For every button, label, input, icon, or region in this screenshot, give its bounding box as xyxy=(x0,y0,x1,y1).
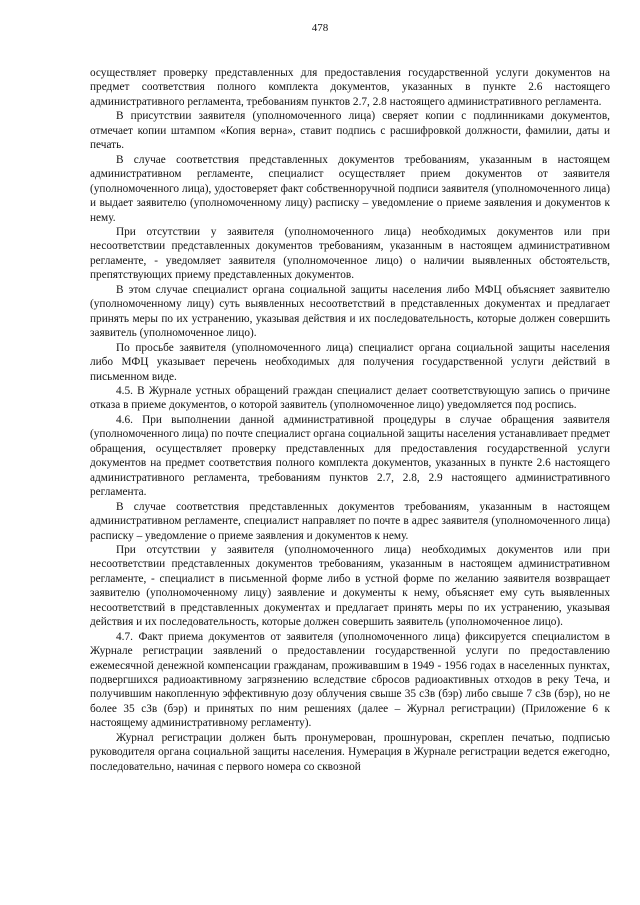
paragraph-12: Журнал регистрации должен быть пронумерован, прошнурован, скреплен печатью, подписью руководителя органа социальной защиты населения. Нумерация в Журнале регистрации ведется ежегодно, последовательно, начиная с первого номера со сквозной xyxy=(90,731,610,773)
paragraph-10: При отсутствии у заявителя (уполномоченного лица) необходимых документов или при несоответствии представленных документов требованиям, указанным в настоящем административном регламенте, - специалист в письменной форме либо в устной форме по желанию заявителя возвращает заявителю (уполномоченному лицу) заявление и документы к нему, объясняет ему суть выявленных несоответствий в представленных документах и предлагает принять меры по их устранению, указывая действия и их последовательность, которые должен совершить заявитель (уполномоченное лицо). xyxy=(90,543,610,629)
document-body xyxy=(90,66,610,774)
paragraph-2: В присутствии заявителя (уполномоченного лица) сверяет копии с подлинниками документов, отмечает копии штампом «Копия верна», ставит подпись с расшифровкой должности, фамилии, даты и печать. xyxy=(90,110,610,152)
paragraph-7: 4.5. В Журнале устных обращений граждан специалист делает соответствующую запись о причине отказа в приеме документов, о которой заявитель (уполномоченное лицо) уведомляется под роспись. xyxy=(90,384,610,412)
page-number: 478 xyxy=(311,22,329,34)
paragraph-3: В случае соответствия представленных документов требованиям, указанным в настоящем административном регламенте, специалист осуществляет прием документов от заявителя (уполномоченного лица), удостоверяет факт собственноручной подписи заявителя (уполномоченного лица) и выдает заявителю (уполномоченному лицу) расписку – уведомление о приеме заявления и документов к нему. xyxy=(90,153,610,224)
paragraph-5: В этом случае специалист органа социальной защиты населения либо МФЦ объясняет заявителю (уполномоченному лицу) суть выявленных несоответствий в представленных документах и предлагает принять меры по их устранению, указывая действия и их последовательность, которые должен совершить заявитель (уполномоченное лицо). xyxy=(90,283,610,340)
paragraph-6: По просьбе заявителя (уполномоченного лица) специалист органа социальной защиты населения либо МФЦ указывает перечень необходимых для получения государственной услуги действий в письменном виде. xyxy=(90,341,610,383)
paragraph-9: В случае соответствия представленных документов требованиям, указанным в настоящем административном регламенте, специалист направляет по почте в адрес заявителя (уполномоченного лица) расписку – уведомление о приеме заявления и документов к нему. xyxy=(90,500,610,542)
paragraph-4: При отсутствии у заявителя (уполномоченного лица) необходимых документов или при несоответствии представленных документов требованиям, указанным в настоящем административном регламенте, - уведомляет заявителя (уполномоченное лицо) о наличии выявленных обстоятельств, препятствующих приему представленных документов. xyxy=(90,225,610,282)
paragraph-8: 4.6. При выполнении данной административной процедуры в случае обращения заявителя (уполномоченного лица) по почте специалист органа социальной защиты населения устанавливает предмет обращения, осуществляет проверку представленных для предоставления государственной услуги документов на предмет соответствия полного комплекта документов, указанных в пункте 2.6 настоящего административного регламента, требованиям пунктов 2.7, 2.8, 2.9 настоящего административного регламента. xyxy=(90,413,610,499)
paragraph-11: 4.7. Факт приема документов от заявителя (уполномоченного лица) фиксируется специалистом в Журнале регистрации заявлений о предоставлении государственной услуги по предоставлению ежемесячной денежной компенсации гражданам, проживавшим в 1949 - 1956 годах в населенных пунктах, подвергшихся радиоактивному загрязнению вследствие сбросов радиоактивных отходов в реку Теча, и получившим накопленную эффективную дозу облучения свыше 35 сЗв (бэр) либо свыше 7 сЗв (бэр), но не более 35 сЗв (бэр) и принятых по ним решениях (далее – Журнал регистрации) (Приложение 6 к настоящему административному регламенту). xyxy=(90,630,610,730)
paragraph-1: осуществляет проверку представленных для предоставления государственной услуги документов на предмет соответствия полного комплекта документов, указанных в пункте 2.6 настоящего административного регламента, требованиям пунктов 2.7, 2.8 настоящего административного регламента. xyxy=(90,67,610,108)
